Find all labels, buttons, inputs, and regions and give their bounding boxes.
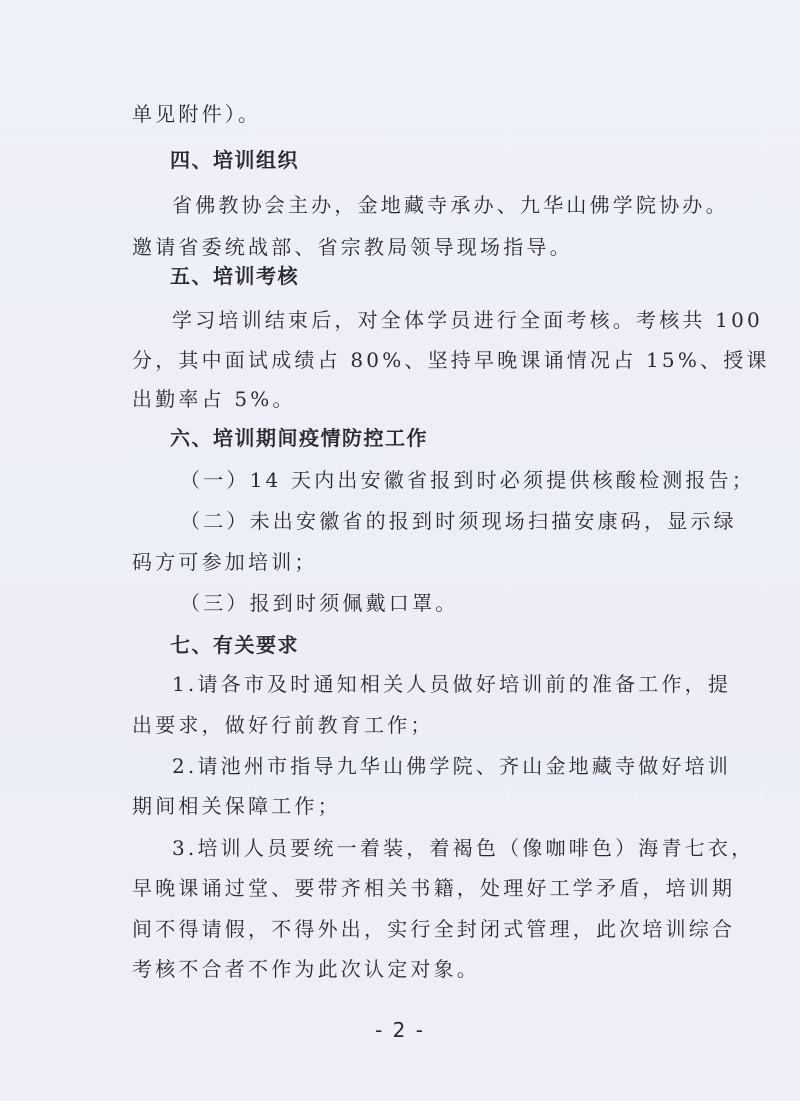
body-text: 码方可参加培训；	[132, 550, 318, 574]
body-text: 出要求，做好行前教育工作；	[132, 713, 434, 737]
body-text: 1.请各市及时通知相关人员做好培训前的准备工作，提	[172, 672, 732, 696]
body-text: 考核不合者不作为此次认定对象。	[132, 957, 480, 981]
body-text: 早晚课诵过堂、要带齐相关书籍，处理好工学矛盾，培训期	[132, 876, 736, 900]
page-number: - 2 -	[375, 1018, 425, 1042]
body-text: 省佛教协会主办，金地藏寺承办、九华山佛学院协办。	[172, 193, 729, 217]
body-text: （三）报到时须佩戴口罩。	[180, 591, 459, 615]
body-text: 学习培训结束后，对全体学员进行全面考核。考核共 100	[172, 308, 763, 332]
body-text: 间不得请假，不得外出，实行全封闭式管理，此次培训综合	[132, 917, 736, 941]
body-text: 邀请省委统战部、省宗教局领导现场指导。	[132, 235, 573, 259]
body-text: （一）14 天内出安徽省报到时必须提供核酸检测报告；	[180, 468, 756, 492]
section-heading-organization: 四、培训组织	[170, 148, 299, 172]
body-text: （二）未出安徽省的报到时须现场扫描安康码，显示绿	[180, 509, 737, 533]
body-text: 2.请池州市指导九华山佛学院、齐山金地藏寺做好培训	[172, 754, 732, 778]
body-text: 分，其中面试成绩占 80%、坚持早晚课诵情况占 15%、授课	[132, 348, 770, 372]
section-heading-requirements: 七、有关要求	[170, 633, 299, 657]
body-text: 3.培训人员要统一着装，着褐色（像咖啡色）海青七衣，	[172, 836, 755, 860]
body-text: 出勤率占 5%。	[132, 387, 296, 411]
body-text: 单见附件）。	[132, 102, 262, 126]
body-text: 期间相关保障工作；	[132, 794, 341, 818]
section-heading-assessment: 五、培训考核	[170, 264, 299, 288]
section-heading-epidemic-control: 六、培训期间疫情防控工作	[170, 426, 428, 450]
